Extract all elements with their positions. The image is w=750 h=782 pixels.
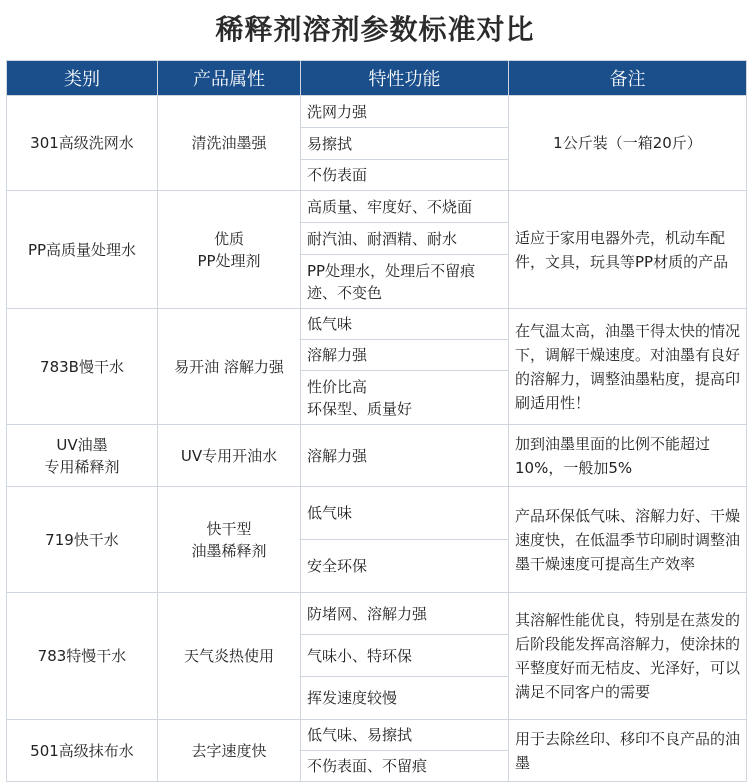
product-name: 783B慢干水: [7, 309, 158, 425]
feature-cell: 低气味: [301, 309, 509, 340]
feature-cell: 不伤表面: [301, 160, 509, 191]
feature-cell: 安全环保: [301, 540, 509, 593]
product-name: UV油墨 专用稀释剂: [7, 425, 158, 487]
product-attribute: 天气炎热使用: [158, 593, 301, 720]
product-name: PP高质量处理水: [7, 191, 158, 309]
feature-cell: 低气味、易擦拭: [301, 720, 509, 751]
note-cell: 在气温太高，油墨干得太快的情况下，调解干燥速度。对油墨有良好的溶解力，调整油墨粘度，提高印刷适用性！: [509, 309, 747, 425]
feature-cell: 不伤表面、不留痕: [301, 751, 509, 782]
product-name: 719快干水: [7, 487, 158, 593]
product-name: 301高级洗网水: [7, 96, 158, 191]
feature-cell: 低气味: [301, 487, 509, 540]
feature-cell: 溶解力强: [301, 425, 509, 487]
product-name: 783特慢干水: [7, 593, 158, 720]
product-attribute: 清洗油墨强: [158, 96, 301, 191]
feature-cell: 溶解力强: [301, 340, 509, 371]
comparison-table: [6, 60, 747, 782]
feature-cell: 防堵网、溶解力强: [301, 593, 509, 635]
product-attribute: 去字速度快: [158, 720, 301, 782]
note-cell: 1公斤装（一箱20斤）: [509, 96, 747, 191]
page-title: 稀释剂溶剂参数标准对比: [215, 13, 535, 46]
product-attribute: 优质 PP处理剂: [158, 191, 301, 309]
table-header-row: [7, 61, 747, 96]
header-attribute: 产品属性: [158, 61, 301, 96]
product-attribute: 易开油 溶解力强: [158, 309, 301, 425]
feature-cell: PP处理水，处理后不留痕迹、不变色: [301, 255, 509, 309]
product-attribute: 快干型 油墨稀释剂: [158, 487, 301, 593]
table-row: [7, 425, 747, 487]
header-notes: 备注: [509, 61, 747, 96]
product-name: 501高级抹布水: [7, 720, 158, 782]
feature-cell: 耐汽油、耐酒精、耐水: [301, 223, 509, 255]
note-cell: 其溶解性能优良，特别是在蒸发的后阶段能发挥高溶解力，使涂抹的平整度好而无桔皮、光泽好，可以满足不同客户的需要: [509, 593, 747, 720]
table-row: [7, 96, 747, 128]
note-cell: 适应于家用电器外壳，机动车配件，文具，玩具等PP材质的产品: [509, 191, 747, 309]
feature-cell: 性价比高 环保型、质量好: [301, 371, 509, 425]
feature-cell: 洗网力强: [301, 96, 509, 128]
table-row: [7, 593, 747, 635]
table-row: [7, 720, 747, 751]
note-cell: 用于去除丝印、移印不良产品的油墨: [509, 720, 747, 782]
note-cell: 加到油墨里面的比例不能超过10%，一般加5%: [509, 425, 747, 487]
table-row: [7, 309, 747, 340]
header-category: 类别: [7, 61, 158, 96]
note-cell: 产品环保低气味、溶解力好、干燥速度快，在低温季节印刷时调整油墨干燥速度可提高生产效率: [509, 487, 747, 593]
feature-cell: 挥发速度较慢: [301, 677, 509, 720]
product-attribute: UV专用开油水: [158, 425, 301, 487]
feature-cell: 气味小、特环保: [301, 635, 509, 677]
feature-cell: 易擦拭: [301, 128, 509, 160]
table-row: [7, 191, 747, 223]
table-row: [7, 487, 747, 540]
feature-cell: 高质量、牢度好、不烧面: [301, 191, 509, 223]
header-features: 特性功能: [301, 61, 509, 96]
